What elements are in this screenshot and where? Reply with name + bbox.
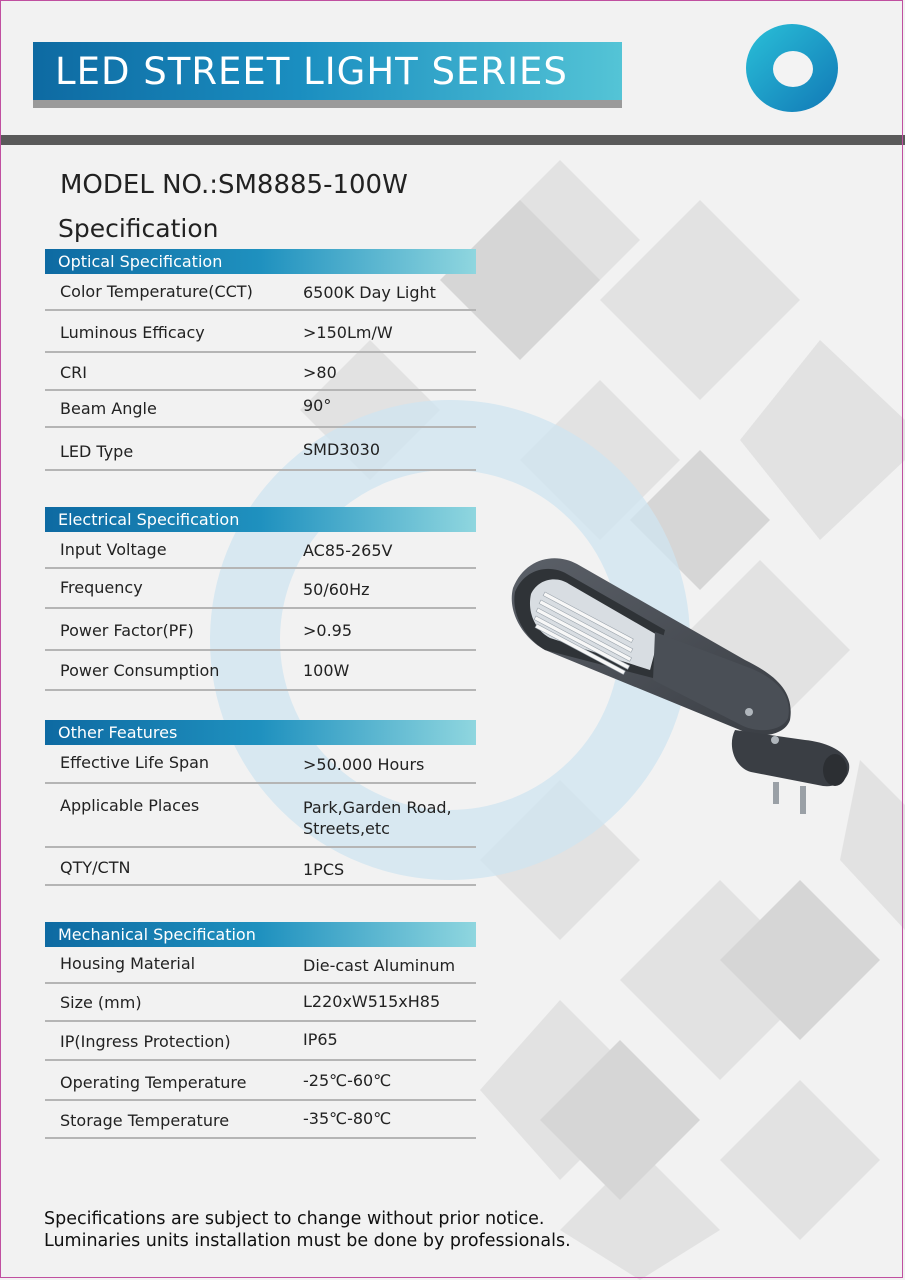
row-value: L220xW515xH85 — [303, 992, 441, 1011]
table-row — [45, 353, 476, 391]
row-value: -35℃-80℃ — [303, 1109, 392, 1128]
row-label: Frequency — [60, 578, 143, 597]
section-header: Electrical Specification — [45, 507, 476, 532]
row-label: Luminous Efficacy — [60, 323, 205, 342]
table-row — [45, 274, 476, 311]
table-row — [45, 1101, 476, 1139]
table-row — [45, 391, 476, 428]
row-value-line2: Streets,etc — [303, 819, 390, 838]
row-label: QTY/CTN — [60, 858, 131, 877]
table-row — [45, 569, 476, 609]
table-row — [45, 1061, 476, 1101]
mechanical-spec-section — [45, 922, 476, 1139]
row-value: >150Lm/W — [303, 323, 393, 342]
section-header: Mechanical Specification — [45, 922, 476, 947]
row-value: 90° — [303, 396, 332, 415]
table-row — [45, 311, 476, 353]
row-value: >50.000 Hours — [303, 755, 425, 774]
section-header: Optical Specification — [45, 249, 476, 274]
row-label: Power Consumption — [60, 661, 220, 680]
table-row — [45, 532, 476, 569]
row-label: IP(Ingress Protection) — [60, 1032, 231, 1051]
row-value: SMD3030 — [303, 440, 380, 459]
row-value: AC85-265V — [303, 541, 393, 560]
title-banner-shadow — [33, 100, 622, 108]
table-row — [45, 609, 476, 651]
row-value: -25℃-60℃ — [303, 1071, 392, 1090]
row-label: Effective Life Span — [60, 753, 210, 772]
row-value: Die-cast Aluminum — [303, 956, 456, 975]
row-value: >0.95 — [303, 621, 353, 640]
table-row — [45, 651, 476, 691]
electrical-spec-section — [45, 507, 476, 691]
ring-logo-icon — [744, 22, 840, 114]
row-value: 1PCS — [303, 860, 345, 879]
row-value: 6500K Day Light — [303, 283, 436, 302]
row-label: CRI — [60, 363, 88, 382]
row-label: Storage Temperature — [60, 1111, 230, 1130]
page-title: LED STREET LIGHT SERIES — [55, 50, 568, 93]
table-row — [45, 947, 476, 984]
row-value: >80 — [303, 363, 337, 382]
row-label: Color Temperature(CCT) — [60, 282, 253, 301]
row-label: Beam Angle — [60, 399, 157, 418]
header-divider — [0, 135, 905, 145]
table-row — [45, 984, 476, 1022]
row-value: Park,Garden Road, — [303, 798, 452, 817]
row-label: Housing Material — [60, 954, 196, 973]
row-label: Size (mm) — [60, 993, 142, 1012]
row-value: 100W — [303, 661, 350, 680]
footer-note — [44, 1208, 571, 1252]
footer-line-1: Specifications are subject to change without prior notice. — [44, 1209, 545, 1229]
other-features-section — [45, 720, 476, 886]
row-label: Operating Temperature — [60, 1073, 247, 1092]
row-label: Input Voltage — [60, 540, 167, 559]
section-header: Other Features — [45, 720, 476, 745]
row-label: LED Type — [60, 442, 134, 461]
footer-line-2: Luminaries units installation must be done by professionals. — [44, 1231, 571, 1251]
optical-spec-section — [45, 249, 476, 471]
table-row — [45, 848, 476, 886]
model-number: MODEL NO.:SM8885-100W — [60, 170, 408, 200]
row-value: IP65 — [303, 1030, 338, 1049]
spec-heading: Specification — [58, 214, 219, 243]
row-label: Applicable Places — [60, 796, 200, 815]
table-row — [45, 1022, 476, 1061]
table-row — [45, 745, 476, 784]
row-value: 50/60Hz — [303, 580, 370, 599]
street-light-image — [505, 550, 865, 825]
table-row — [45, 784, 476, 848]
row-label: Power Factor(PF) — [60, 621, 194, 640]
table-row — [45, 428, 476, 471]
